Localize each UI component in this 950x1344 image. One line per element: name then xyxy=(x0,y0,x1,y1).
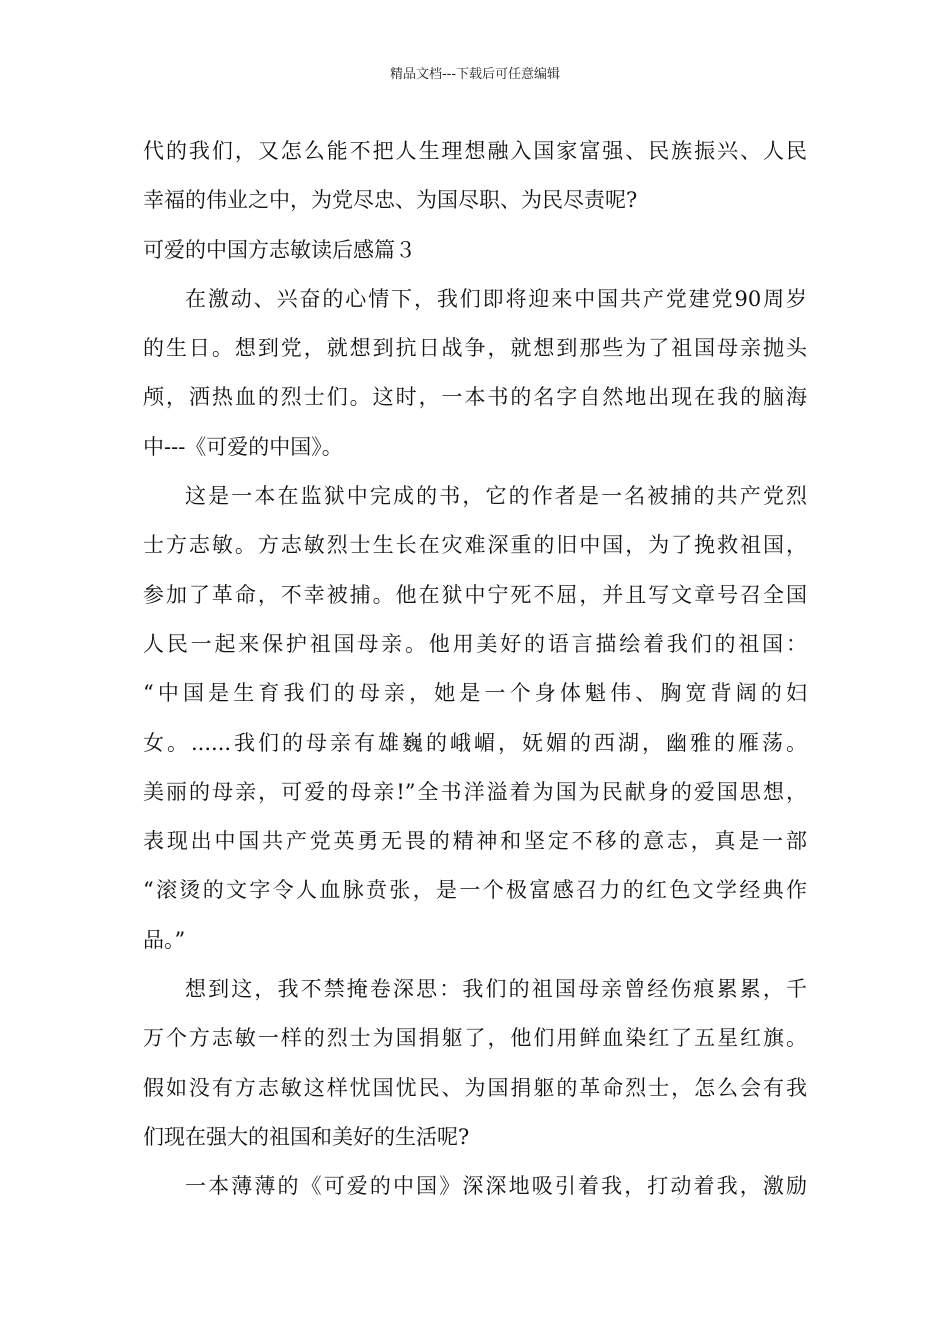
text-line: 幸福的伟业之中，为党尽忠、为国尽职、为民尽责呢? xyxy=(143,188,638,213)
text-line: 代的我们，又怎么能不把人生理想融入国家富强、民族振兴、人民 xyxy=(143,139,807,163)
page-header: 精品文档---下载后可任意编辑 xyxy=(389,67,561,82)
text-line: 万个方志敏一样的烈士为国捐躯了，他们用鲜血染红了五星红旗。 xyxy=(143,1026,807,1051)
text-line: 参加了革命，不幸被捕。他在狱中宁死不屈，并且写文章号召全国 xyxy=(143,582,807,607)
text-line: 这是一本在监狱中完成的书，它的作者是一名被捕的共产党烈 xyxy=(185,484,807,509)
text-line: 的生日。想到党，就想到抗日战争，就想到那些为了祖国母亲抛头 xyxy=(143,336,807,361)
text-line: 颅，洒热血的烈士们。这时，一本书的名字自然地出现在我的脑海 xyxy=(143,385,807,410)
text-line: 表现出中国共产党英勇无畏的精神和坚定不移的意志，真是一部 xyxy=(143,829,807,854)
text-line: 想到这，我不禁掩卷深思：我们的祖国母亲曾经伤痕累累，千 xyxy=(185,977,807,1002)
text-line: 美丽的母亲，可爱的母亲!”全书洋溢着为国为民献身的爱国思想， xyxy=(143,779,807,804)
text-line: 士方志敏。方志敏烈士生长在灾难深重的旧中国，为了挽救祖国， xyxy=(143,533,807,558)
text-line: 可爱的中国方志敏读后感篇３ xyxy=(143,237,416,262)
text-line: 在激动、兴奋的心情下，我们即将迎来中国共产党建党90周岁 xyxy=(185,286,807,311)
text-line: 中---《可爱的中国》。 xyxy=(143,434,343,459)
text-line: “滚烫的文字令人血脉贲张，是一个极富感召力的红色文学经典作 xyxy=(143,878,807,903)
text-line: 们现在强大的祖国和美好的生活呢? xyxy=(143,1124,470,1149)
text-line: 假如没有方志敏这样忧国忧民、为国捐躯的革命烈士，怎么会有我 xyxy=(143,1075,807,1100)
text-line: 女。......我们的母亲有雄巍的峨嵋，妩媚的西湖，幽雅的雁荡。 xyxy=(143,730,807,755)
text-line: 人民一起来保护祖国母亲。他用美好的语言描绘着我们的祖国： xyxy=(143,631,807,656)
text-line: “中国是生育我们的母亲，她是一个身体魁伟、胸宽背阔的妇 xyxy=(143,681,807,706)
text-line: 一本薄薄的《可爱的中国》深深地吸引着我，打动着我，激励 xyxy=(185,1174,807,1199)
document-body xyxy=(143,127,807,1212)
text-line: 品。” xyxy=(143,927,186,952)
